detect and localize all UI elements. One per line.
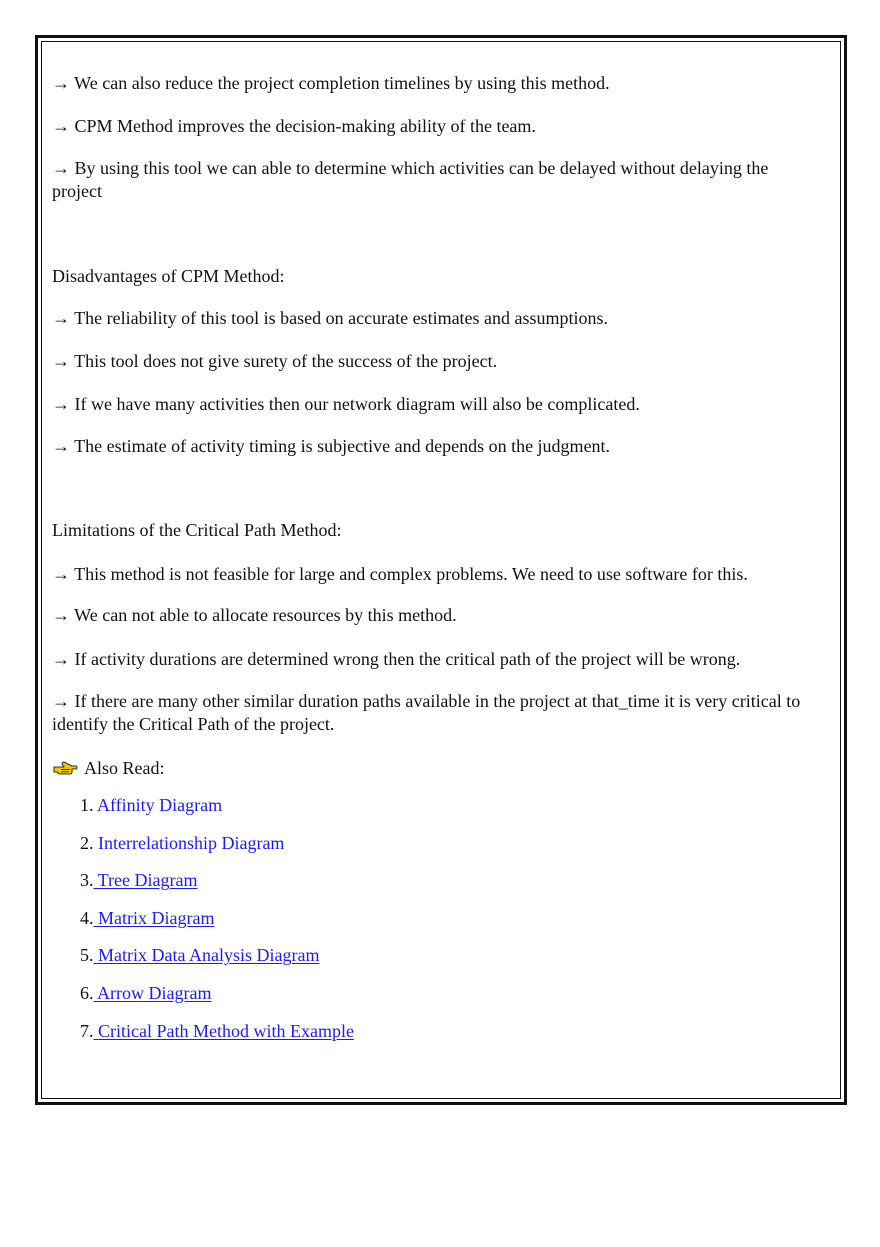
disadvantage-item: → This tool does not give surety of the success of the project. — [52, 351, 498, 371]
link-critical-path-method-example[interactable]: Critical Path Method with Example — [93, 1020, 354, 1041]
link-affinity-diagram[interactable]: Affinity Diagram — [97, 795, 223, 815]
list-item — [80, 869, 354, 907]
list-item — [80, 832, 354, 870]
list-number: 3. — [80, 870, 94, 891]
list-item — [80, 944, 354, 982]
disadvantage-item: → The reliability of this tool is based on accurate estimates and assumptions. — [52, 308, 609, 328]
link-matrix-diagram[interactable]: Matrix Diagram — [93, 907, 215, 928]
list-number: 4. — [80, 907, 94, 928]
related-links-list — [80, 794, 354, 1057]
advantage-item: → We can also reduce the project completion timelines by using this method. — [52, 73, 610, 93]
list-number: 1. — [80, 795, 94, 815]
disadvantages-heading: Disadvantages of CPM Method: — [52, 266, 285, 286]
limitations-heading: Limitations of the Critical Path Method: — [52, 520, 342, 540]
limitation-item: → If there are many other similar duration paths available in the project at that_time it is very critical to identify the Critical Path of the project. — [52, 691, 801, 734]
list-number: 2. — [80, 832, 94, 853]
list-number: 7. — [80, 1020, 94, 1041]
list-item — [80, 907, 354, 945]
advantage-item: → CPM Method improves the decision-making ability of the team. — [52, 116, 536, 136]
link-arrow-diagram[interactable]: Arrow Diagram — [93, 982, 212, 1003]
limitation-item: → This method is not feasible for large and complex problems. We need to use software for this. — [52, 564, 748, 584]
also-read-label: Also Read: — [84, 758, 165, 778]
list-number: 5. — [80, 945, 94, 966]
list-item — [80, 794, 354, 832]
link-tree-diagram[interactable]: Tree Diagram — [93, 870, 198, 891]
limitation-item: → If activity durations are determined wrong then the critical path of the project will be wrong. — [52, 649, 741, 669]
link-interrelationship-diagram[interactable]: Interrelationship Diagram — [98, 832, 285, 853]
link-matrix-data-analysis-diagram[interactable]: Matrix Data Analysis Diagram — [93, 945, 320, 966]
disadvantage-item: → The estimate of activity timing is subjective and depends on the judgment. — [52, 436, 611, 456]
list-number: 6. — [80, 982, 94, 1003]
pointing-hand-icon — [52, 759, 78, 779]
disadvantage-item: → If we have many activities then our network diagram will also be complicated. — [52, 394, 640, 414]
limitation-item: → We can not able to allocate resources by this method. — [52, 605, 457, 625]
list-item — [80, 982, 354, 1020]
also-read-section — [52, 757, 165, 780]
list-item — [80, 1020, 354, 1058]
advantage-item: → By using this tool we can able to determine which activities can be delayed without delaying the project — [52, 158, 769, 201]
